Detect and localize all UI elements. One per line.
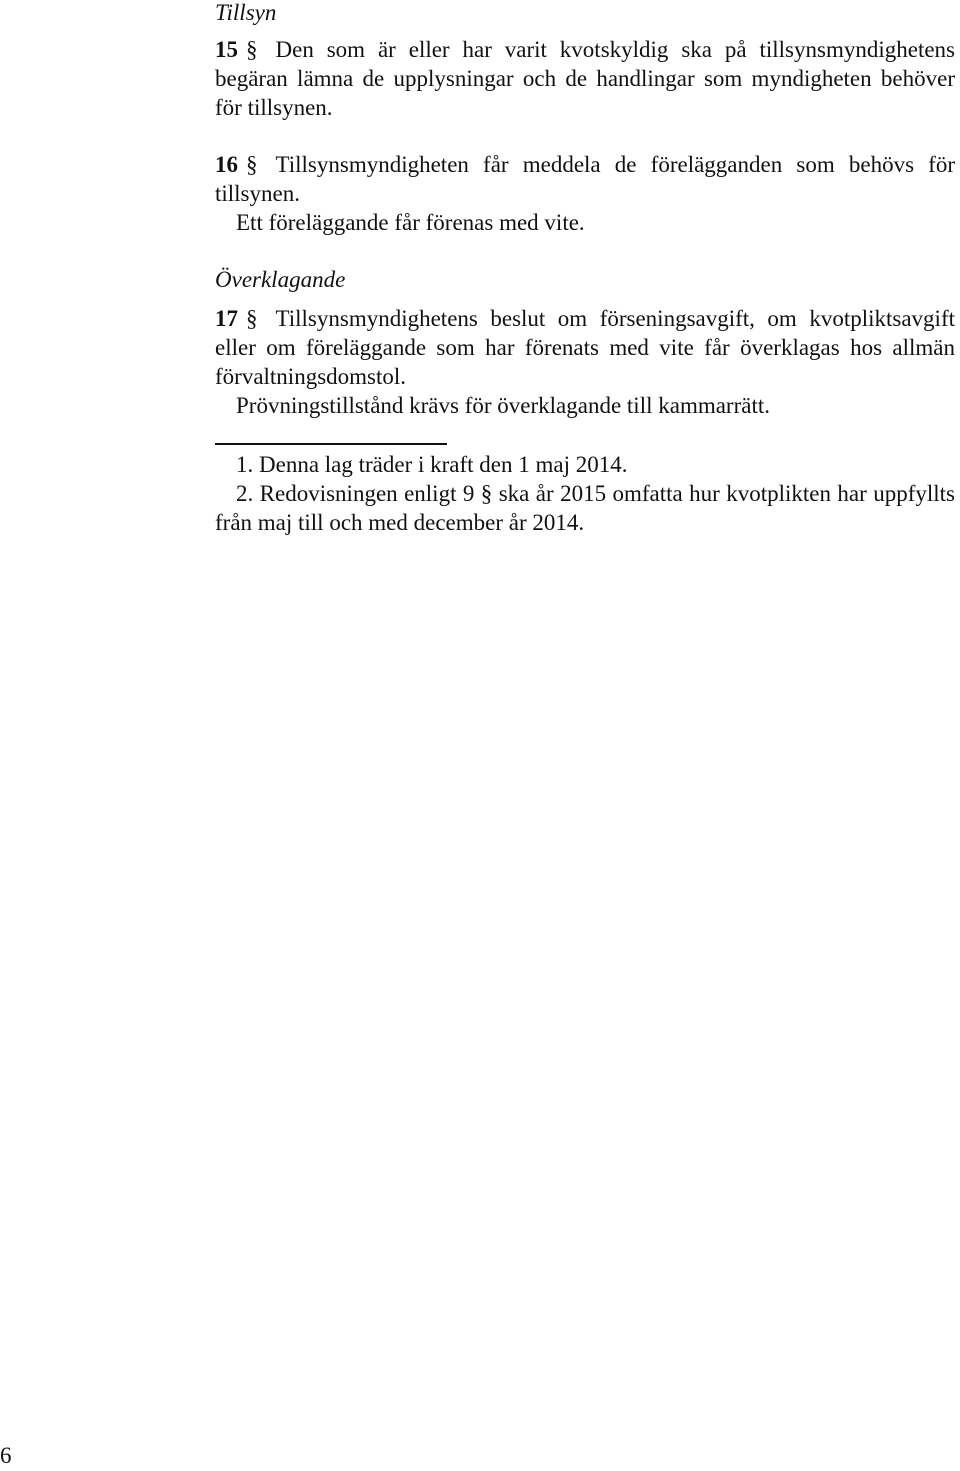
transitional-item-1: 1. Denna lag träder i kraft den 1 maj 2014. [236, 452, 628, 477]
heading-overklagande: Överklagande [215, 267, 346, 292]
paragraph-number: 16 [215, 152, 238, 177]
section-sign: § [246, 37, 258, 62]
section-sign: § [480, 481, 493, 506]
transitional-item-2 [215, 479, 955, 537]
paragraph-text: Tillsynsmyndighetens beslut om förseningsavgift, om kvotpliktsavgift eller om föreläggande som har förenats med vite får överklagas hos allmän förvaltningsdomstol. [215, 306, 955, 389]
paragraph-16 [215, 150, 955, 208]
paragraph-number: 15 [215, 37, 238, 62]
transitional-text: ska år 2015 omfatta hur kvotplikten har uppfyllts från maj till och med december år 2014. [215, 481, 955, 535]
section-sign: § [246, 306, 258, 331]
page-number: 6 [0, 1443, 12, 1468]
paragraph-text: Tillsynsmyndigheten får meddela de förelägganden som behövs för tillsynen. [215, 152, 955, 206]
paragraph-text: Den som är eller har varit kvotskyldig ska på tillsynsmyndighetens begäran lämna de upplysningar och de handlingar som myndigheten behöver för tillsynen. [215, 37, 955, 120]
paragraph-17-second: Prövningstillstånd krävs för överklagande till kammarrätt. [236, 393, 770, 418]
paragraph-16-second: Ett föreläggande får förenas med vite. [236, 210, 585, 235]
heading-tillsyn: Tillsyn [215, 0, 277, 25]
transitional-text: 2. Redovisningen enligt 9 [236, 481, 475, 506]
paragraph-17 [215, 304, 955, 391]
paragraph-number: 17 [215, 306, 238, 331]
paragraph-15 [215, 35, 955, 122]
footnote-divider [215, 443, 447, 445]
section-sign: § [246, 152, 258, 177]
